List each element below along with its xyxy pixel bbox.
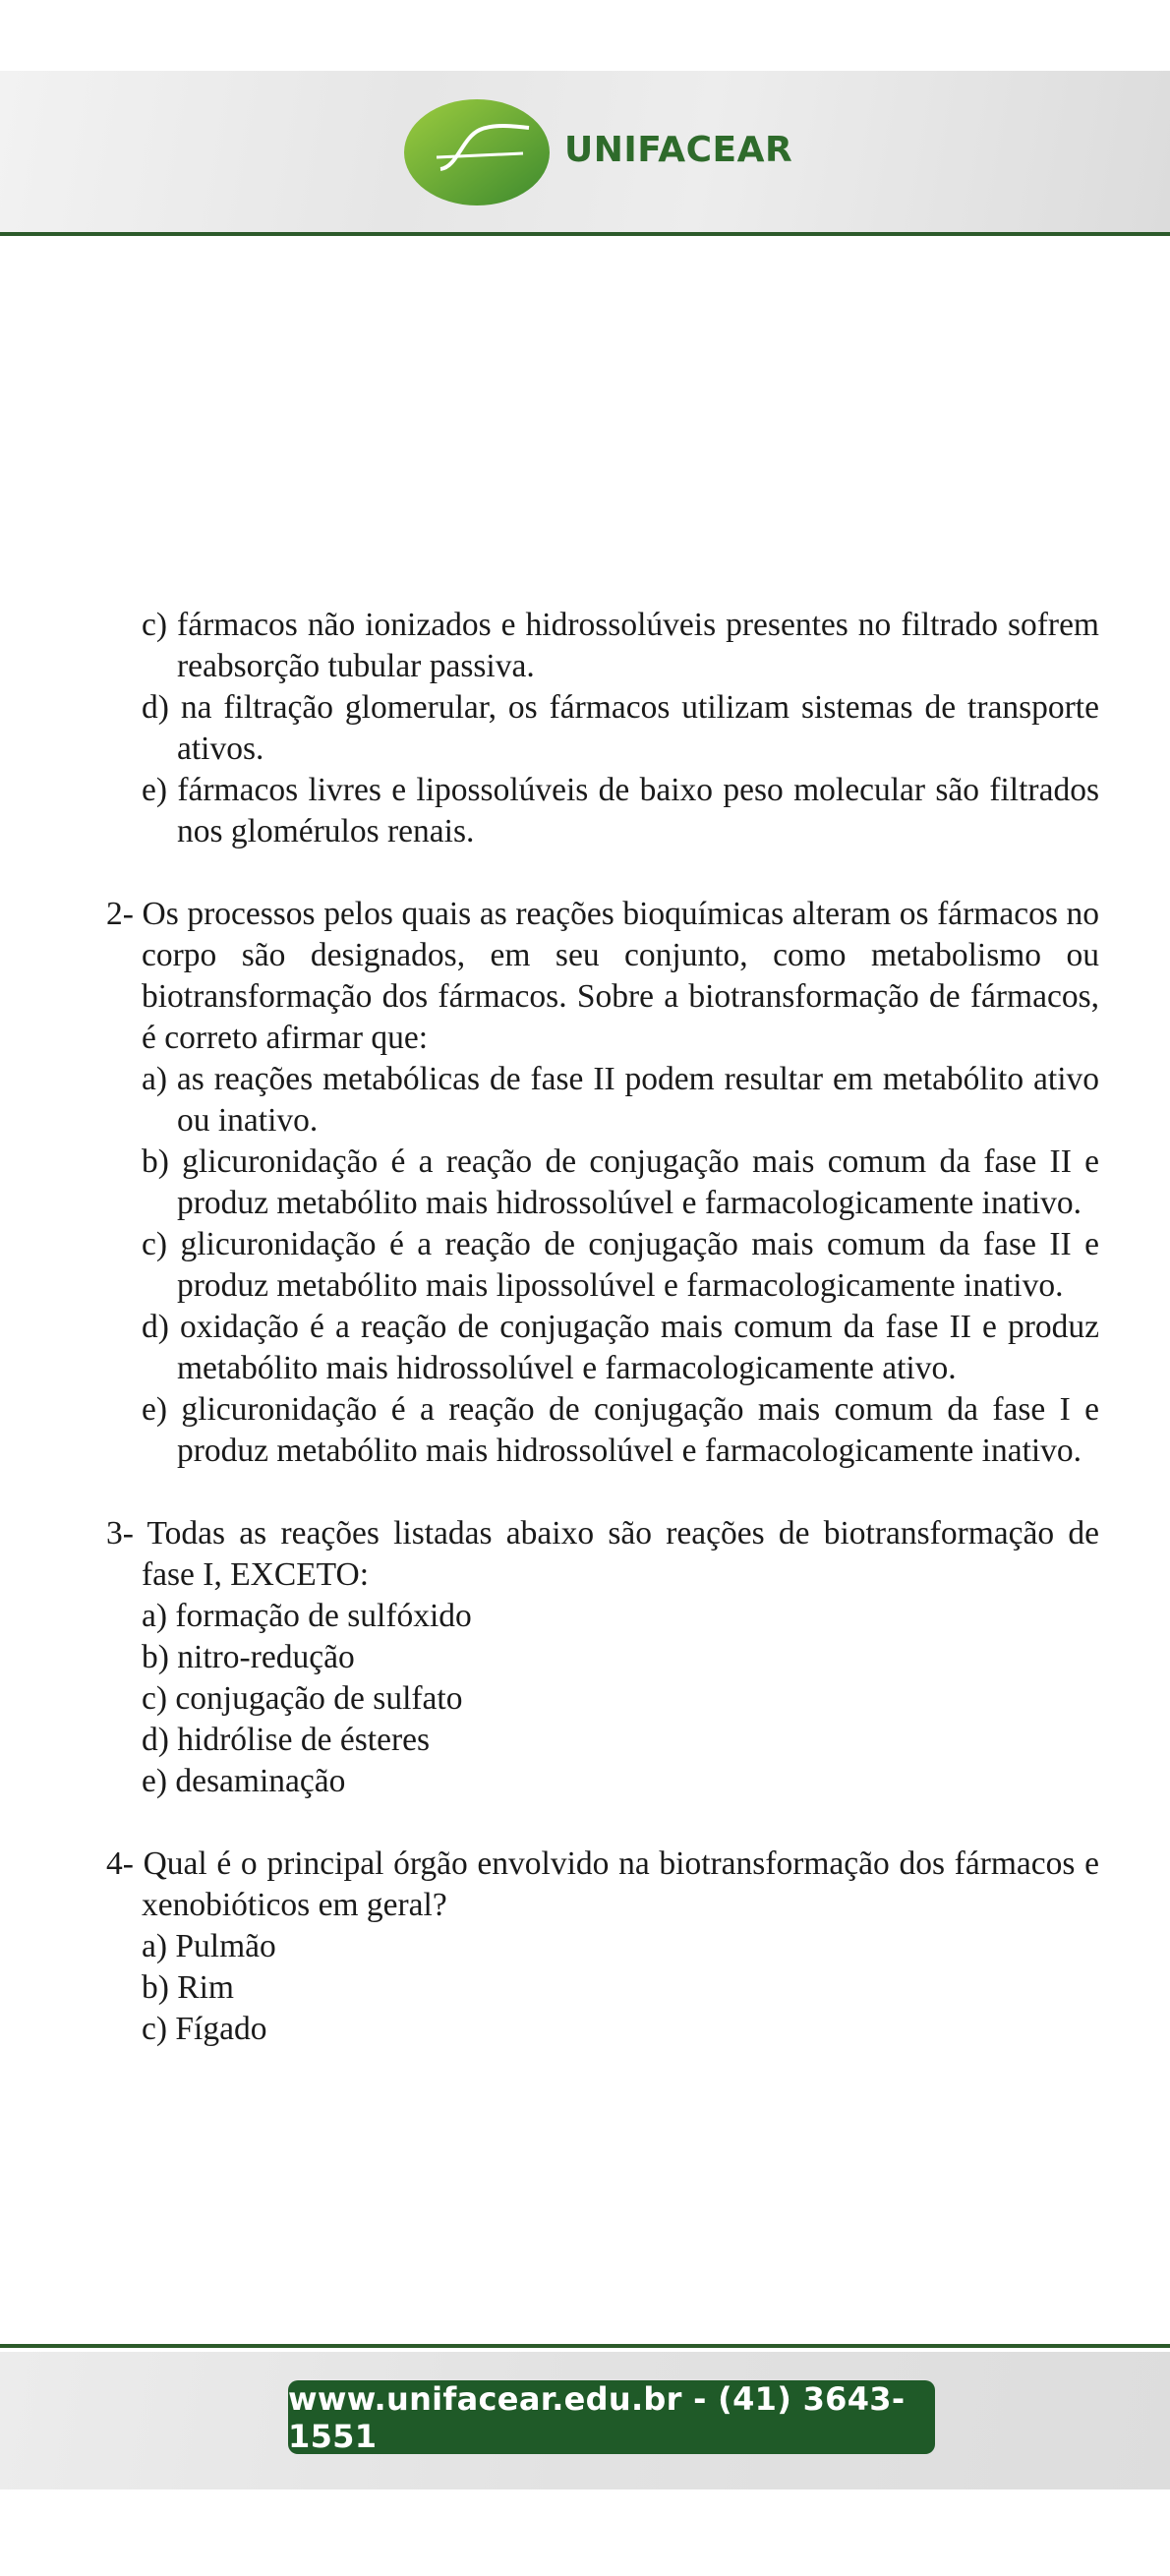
q2-option-d: d) oxidação é a reação de conjugação mais comum da fase II e produz metabólito mais hidrossolúvel e farmacologicamente ativo. [142, 1309, 1099, 1386]
exercise-content [106, 605, 1099, 2050]
q3-option-c: c) conjugação de sulfato [142, 1680, 463, 1717]
footer-divider [0, 2344, 1170, 2348]
q3-stem: 3- Todas as reações listadas abaixo são reações de biotransformação de fase I, EXCETO: [106, 1515, 1099, 1593]
q4-option-b: b) Rim [142, 1969, 234, 2006]
q1-option-c: c) fármacos não ionizados e hidrossolúveis presentes no filtrado sofrem reabsorção tubular passiva. [142, 607, 1099, 684]
q2-option-a: a) as reações metabólicas de fase II podem resultar em metabólito ativo ou inativo. [142, 1061, 1099, 1139]
q3-option-a: a) formação de sulfóxido [142, 1598, 472, 1634]
q2-option-c: c) glicuronidação é a reação de conjugação mais comum da fase II e produz metabólito mais lipossolúvel e farmacologicamente inativo. [142, 1226, 1099, 1304]
q2-stem: 2- Os processos pelos quais as reações bioquímicas alteram os fármacos no corpo são designados, em seu conjunto, como metabolismo ou biotransformação dos fármacos. Sobre a biotransformação de fármacos, é correto afirmar que: [106, 896, 1099, 1056]
q2-option-b: b) glicuronidação é a reação de conjugação mais comum da fase II e produz metabólito mais hidrossolúvel e farmacologicamente inativo. [142, 1143, 1099, 1221]
q1-option-d: d) na filtração glomerular, os fármacos utilizam sistemas de transporte ativos. [142, 689, 1099, 767]
q4-option-c: c) Fígado [142, 2011, 267, 2047]
q1-option-e: e) fármacos livres e lipossolúveis de baixo peso molecular são filtrados nos glomérulos renais. [142, 772, 1099, 849]
q2-option-e: e) glicuronidação é a reação de conjugação mais comum da fase I e produz metabólito mais hidrossolúvel e farmacologicamente inativo. [142, 1391, 1099, 1469]
unifacear-logo-icon [403, 98, 551, 206]
q3-option-e: e) desaminação [142, 1763, 346, 1799]
q3-option-d: d) hidrólise de ésteres [142, 1722, 431, 1758]
q4-stem: 4- Qual é o principal órgão envolvido na biotransformação dos fármacos e xenobióticos em geral? [106, 1845, 1099, 1923]
q3-option-b: b) nitro-redução [142, 1639, 355, 1675]
q4-option-a: a) Pulmão [142, 1928, 276, 1964]
header-divider [0, 232, 1170, 236]
brand-name: UNIFACEAR [564, 130, 793, 170]
footer-contact-banner: www.unifacear.edu.br - (41) 3643-1551 [288, 2380, 935, 2454]
